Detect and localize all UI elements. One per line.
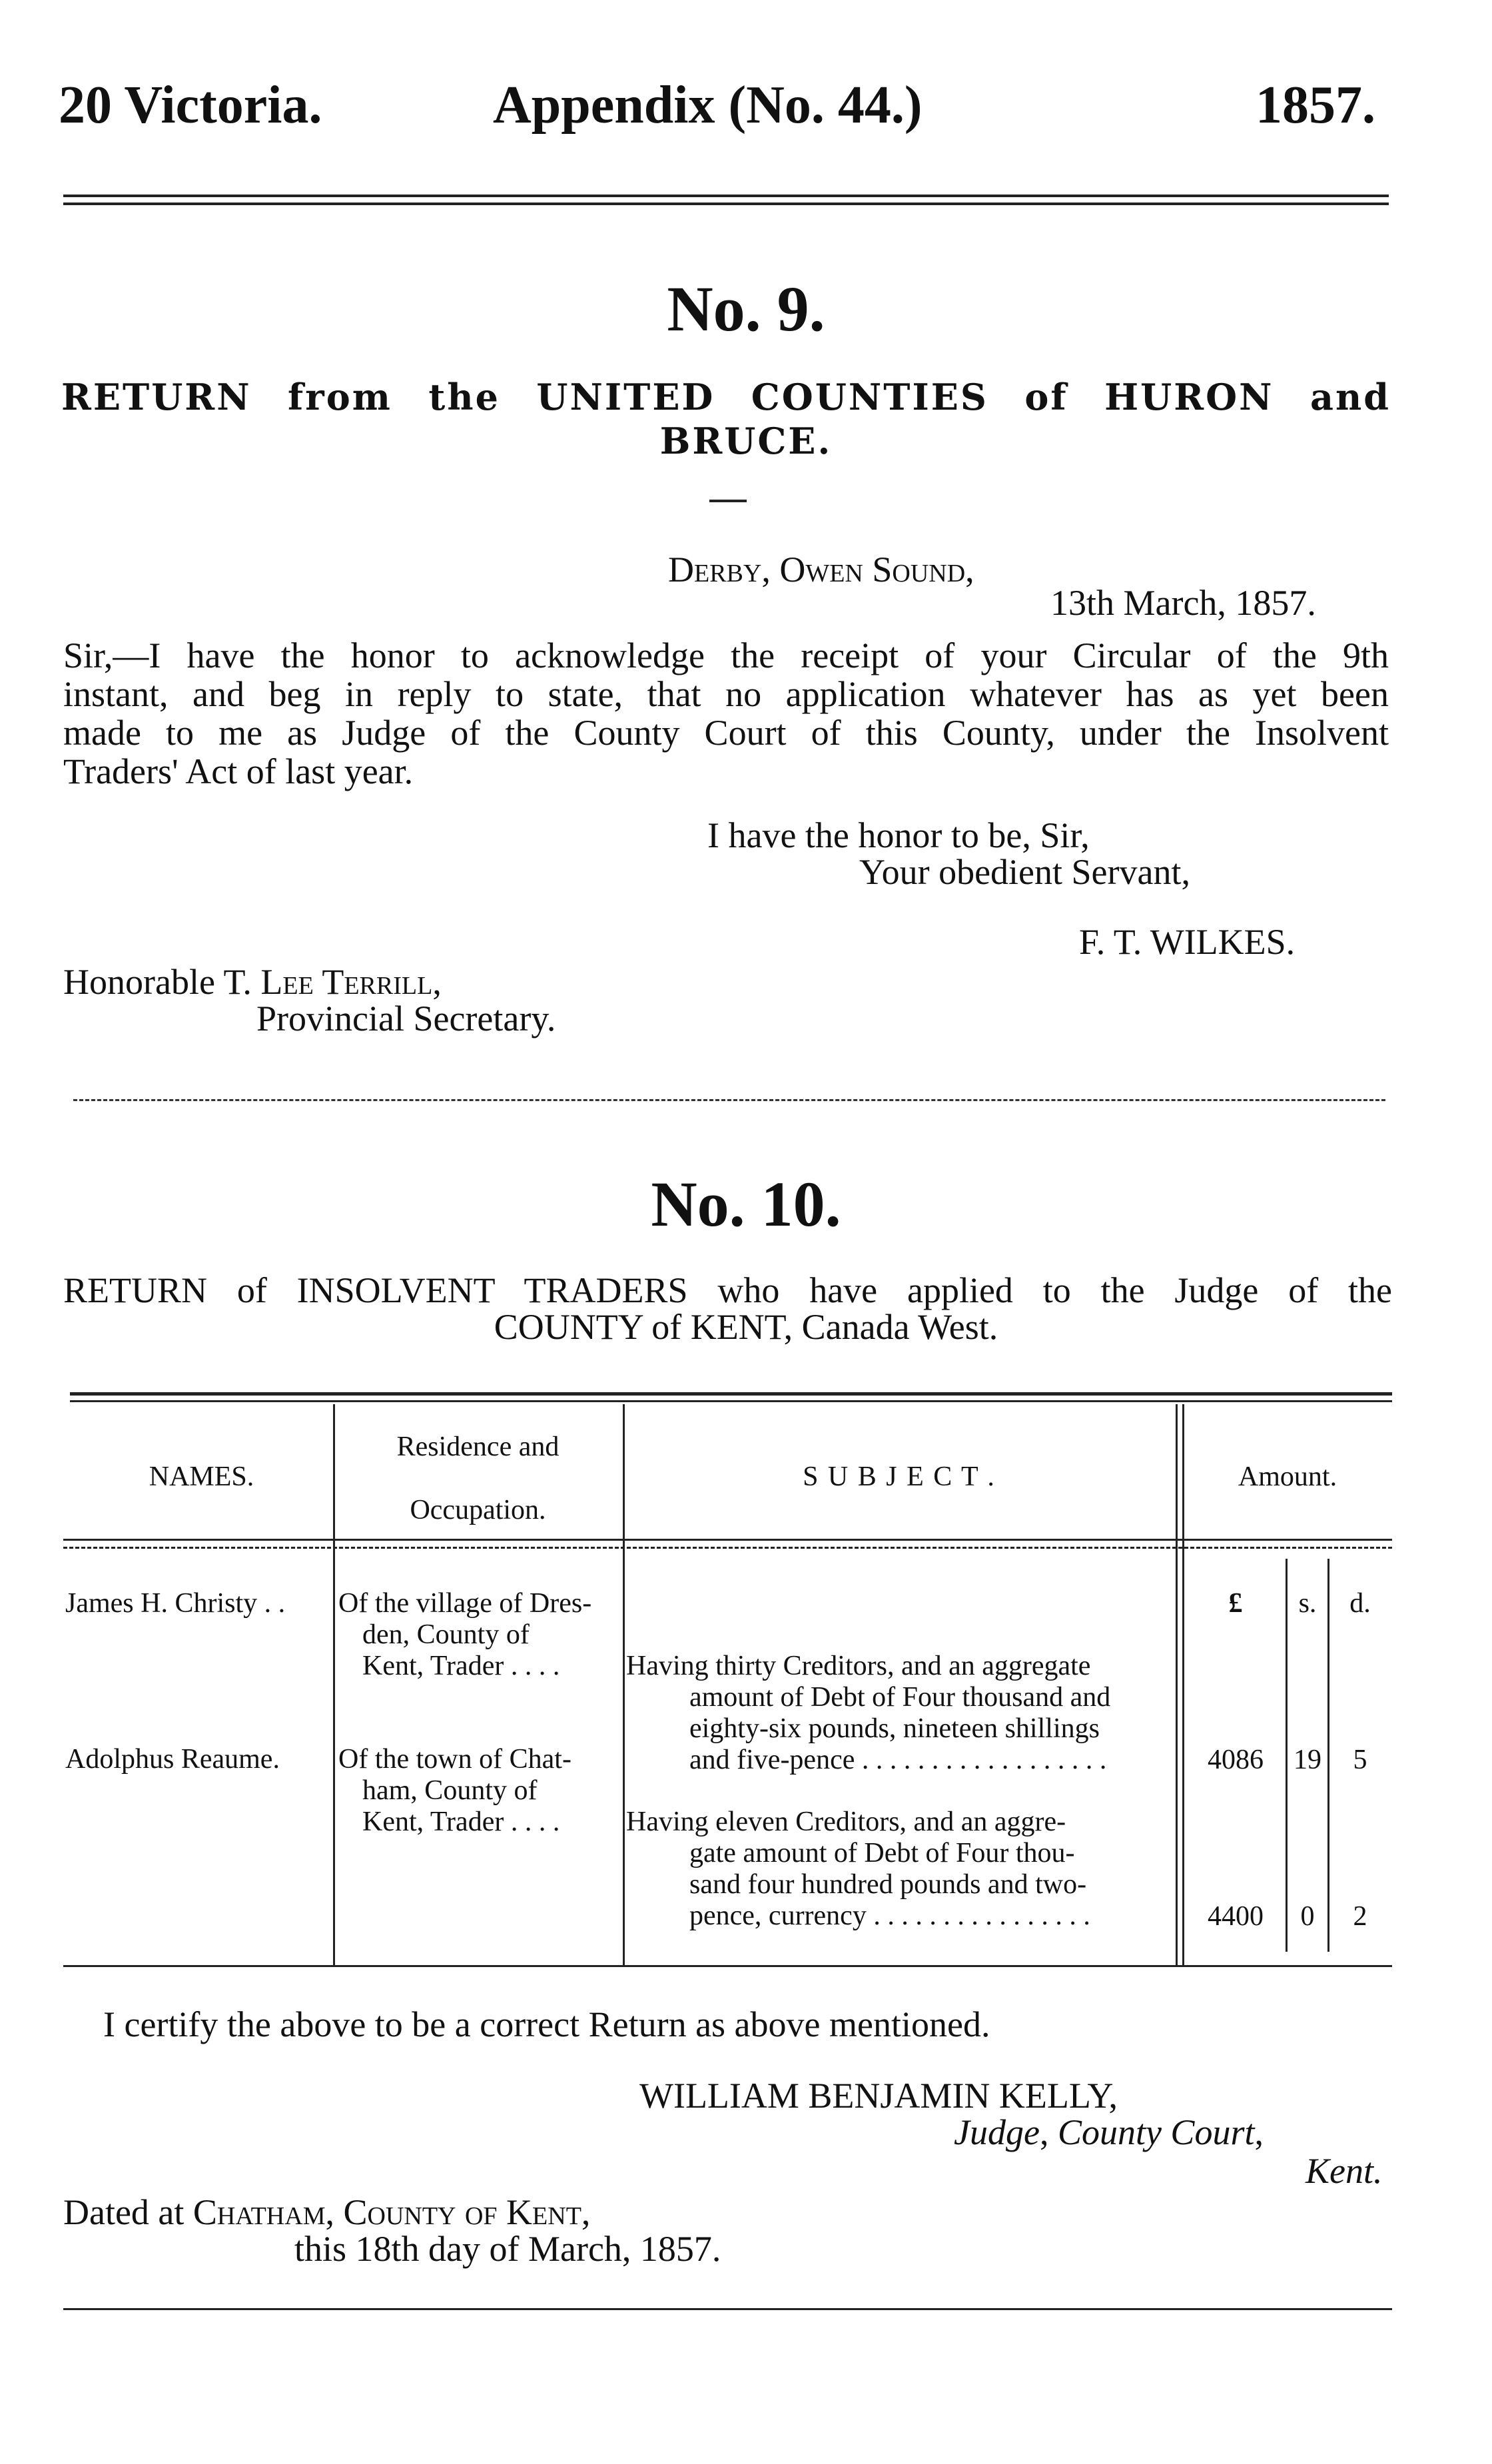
section9-title-line1: RETURN from the UNITED COUNTIES of HURON and <box>61 376 1391 418</box>
row1-subject-line: amount of Debt of Four thousand and <box>689 1682 1111 1713</box>
row2-shillings: 0 <box>1300 1901 1315 1932</box>
certify-text: I certify the above to be a correct Return as above mentioned. <box>103 2004 990 2044</box>
row2-subject-line: gate amount of Debt of Four thou- <box>689 1838 1075 1868</box>
section9-signature: F. T. WILKES. <box>1079 922 1296 962</box>
col-divider-1 <box>333 1404 335 1965</box>
judge-place: Kent. <box>1306 2151 1383 2191</box>
row1-subject-line: Having thirty Creditors, and an aggregate <box>626 1651 1091 1681</box>
row1-pence: 5 <box>1353 1745 1367 1775</box>
row2-subject-line: Having eleven Creditors, and an aggre- <box>626 1807 1066 1837</box>
row1-residence-line: Of the village of Dres- <box>338 1588 592 1619</box>
header-rule-top <box>63 195 1389 197</box>
section9-place: Derby, Owen Sound, <box>668 550 974 590</box>
row1-name: James H. Christy . . <box>65 1588 286 1619</box>
table-rule-bottom <box>63 1965 1392 1967</box>
header-rule-bottom <box>63 203 1389 205</box>
row1-shillings: 19 <box>1294 1745 1321 1775</box>
section9-title-line2: BRUCE. <box>659 420 833 462</box>
row1-subject-line: and five-pence . . . . . . . . . . . . . . . . . . <box>689 1745 1107 1775</box>
row2-pounds: 4400 <box>1208 1901 1264 1932</box>
header-left: 20 Victoria. <box>59 76 322 135</box>
table-rule-header-2 <box>63 1547 1392 1549</box>
body-line-4: Traders' Act of last year. <box>63 751 414 791</box>
currency-shillings: s. <box>1298 1588 1317 1619</box>
table-rule-top <box>70 1392 1392 1396</box>
header-right: 1857. <box>1256 76 1375 135</box>
row1-residence-line: Kent, Trader . . . . <box>362 1651 560 1681</box>
section-divider <box>73 1099 1385 1101</box>
col-divider-3a <box>1176 1404 1178 1965</box>
row1-subject-line: eighty-six pounds, nineteen shillings <box>689 1713 1100 1744</box>
dated-line-2: this 18th day of March, 1857. <box>294 2229 721 2269</box>
section10-number: No. 10. <box>651 1168 841 1240</box>
body-line-2: instant, and beg in reply to state, that no application whatever has as yet been <box>63 674 1389 714</box>
row1-pounds: 4086 <box>1208 1745 1264 1775</box>
body-line-3: made to me as Judge of the County Court of this County, under the Insolvent <box>63 713 1389 753</box>
row2-residence-line: Of the town of Chat- <box>338 1744 571 1775</box>
section10-title-line2: COUNTY of KENT, Canada West. <box>494 1307 998 1347</box>
header-residence-1: Residence and <box>396 1432 560 1462</box>
section9-closing-1: I have the honor to be, Sir, <box>707 815 1090 855</box>
footer-rule <box>63 2308 1392 2310</box>
header-center: Appendix (No. 44.) <box>493 76 923 135</box>
section9-addressee-2: Provincial Secretary. <box>256 999 556 1038</box>
dated-line-1: Dated at Chatham, County of Kent, <box>63 2192 591 2232</box>
section10-title-line1: RETURN of INSOLVENT TRADERS who have applied to the Judge of the <box>63 1270 1392 1310</box>
row2-subject-line: pence, currency . . . . . . . . . . . . . . . . <box>689 1900 1090 1931</box>
row2-name: Adolphus Reaume. <box>65 1744 280 1775</box>
header-residence-2: Occupation. <box>410 1495 546 1525</box>
header-amount: Amount. <box>1238 1461 1337 1492</box>
section9-date: 13th March, 1857. <box>1050 583 1316 623</box>
row2-pence: 2 <box>1353 1901 1367 1932</box>
row2-subject <box>626 1807 1174 1932</box>
row2-residence <box>338 1744 621 1838</box>
currency-pence: d. <box>1349 1588 1371 1619</box>
table-rule-header <box>63 1539 1392 1541</box>
judge-title: Judge, County Court, <box>954 2112 1264 2152</box>
currency-pounds: £ <box>1228 1588 1243 1619</box>
table-rule-top-2 <box>70 1400 1392 1402</box>
section9-closing-2: Your obedient Servant, <box>859 852 1190 892</box>
section9-body <box>63 636 1389 791</box>
row1-residence <box>338 1588 621 1682</box>
section9-short-rule <box>709 500 747 502</box>
row1-subject <box>626 1651 1174 1776</box>
row1-residence-line: den, County of <box>362 1619 530 1650</box>
body-line-1: Sir,—I have the honor to acknowledge the receipt of your Circular of the 9th <box>63 635 1389 675</box>
judge-name: WILLIAM BENJAMIN KELLY, <box>639 2076 1118 2116</box>
section9-number: No. 9. <box>667 273 825 344</box>
row2-residence-line: ham, County of <box>362 1775 538 1806</box>
header-names: NAMES. <box>149 1461 254 1492</box>
row2-subject-line: sand four hundred pounds and two- <box>689 1869 1087 1900</box>
section9-addressee-1: Honorable T. Lee Terrill, <box>63 962 442 1002</box>
row2-residence-line: Kent, Trader . . . . <box>362 1807 560 1837</box>
header-subject: S U B J E C T . <box>803 1461 996 1492</box>
